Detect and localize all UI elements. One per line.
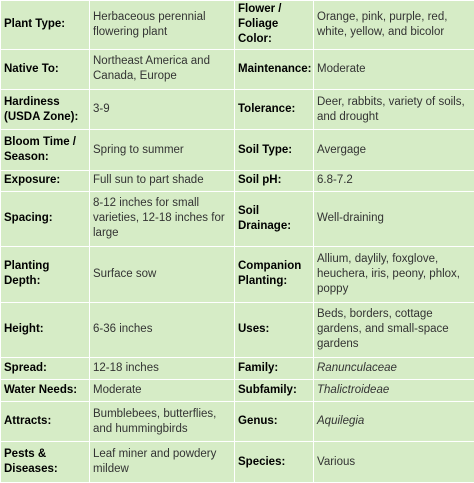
table-row bbox=[1, 442, 474, 483]
species-value: Various bbox=[314, 442, 474, 483]
soil-type-value: Avergage bbox=[314, 130, 474, 170]
planting-depth-label: Planting Depth: bbox=[1, 246, 90, 303]
maintenance-label: Maintenance: bbox=[235, 49, 314, 89]
table-row bbox=[1, 1, 474, 50]
spread-value: 12-18 inches bbox=[90, 357, 235, 379]
height-value: 6-36 inches bbox=[90, 303, 235, 358]
tolerance-label: Tolerance: bbox=[235, 89, 314, 129]
table-row bbox=[1, 246, 474, 303]
flower-foliage-color-label: Flower / Foliage Color: bbox=[235, 1, 314, 50]
plant-type-value: Herbaceous perennial flowering plant bbox=[90, 1, 235, 50]
soil-ph-label: Soil pH: bbox=[235, 170, 314, 191]
uses-label: Uses: bbox=[235, 303, 314, 358]
exposure-value: Full sun to part shade bbox=[90, 170, 235, 191]
flower-foliage-color-value: Orange, pink, purple, red, white, yellow, and bicolor bbox=[314, 1, 474, 50]
soil-drainage-value: Well-draining bbox=[314, 191, 474, 246]
soil-drainage-label: Soil Drainage: bbox=[235, 191, 314, 246]
table-row bbox=[1, 357, 474, 379]
subfamily-label: Subfamily: bbox=[235, 379, 314, 401]
subfamily-value: Thalictroideae bbox=[314, 379, 474, 401]
spacing-label: Spacing: bbox=[1, 191, 90, 246]
native-to-label: Native To: bbox=[1, 49, 90, 89]
table-row bbox=[1, 170, 474, 191]
hardiness-value: 3-9 bbox=[90, 89, 235, 129]
table-row bbox=[1, 303, 474, 358]
table-row bbox=[1, 89, 474, 129]
family-label: Family: bbox=[235, 357, 314, 379]
tolerance-value: Deer, rabbits, variety of soils, and drought bbox=[314, 89, 474, 129]
attracts-value: Bumblebees, butterflies, and hummingbirds bbox=[90, 402, 235, 442]
bloom-time-label: Bloom Time / Season: bbox=[1, 130, 90, 170]
genus-value: Aquilegia bbox=[314, 402, 474, 442]
native-to-value: Northeast America and Canada, Europe bbox=[90, 49, 235, 89]
table-row bbox=[1, 379, 474, 401]
soil-type-label: Soil Type: bbox=[235, 130, 314, 170]
table-row bbox=[1, 402, 474, 442]
spread-label: Spread: bbox=[1, 357, 90, 379]
planting-depth-value: Surface sow bbox=[90, 246, 235, 303]
maintenance-value: Moderate bbox=[314, 49, 474, 89]
water-needs-label: Water Needs: bbox=[1, 379, 90, 401]
table-row bbox=[1, 191, 474, 246]
height-label: Height: bbox=[1, 303, 90, 358]
uses-value: Beds, borders, cottage gardens, and small-space gardens bbox=[314, 303, 474, 358]
pests-diseases-label: Pests & Diseases: bbox=[1, 442, 90, 483]
companion-planting-label: Companion Planting: bbox=[235, 246, 314, 303]
hardiness-label: Hardiness (USDA Zone): bbox=[1, 89, 90, 129]
water-needs-value: Moderate bbox=[90, 379, 235, 401]
species-label: Species: bbox=[235, 442, 314, 483]
table-row bbox=[1, 130, 474, 170]
spacing-value: 8-12 inches for small varieties, 12-18 inches for large bbox=[90, 191, 235, 246]
soil-ph-value: 6.8-7.2 bbox=[314, 170, 474, 191]
table-row bbox=[1, 49, 474, 89]
companion-planting-value: Allium, daylily, foxglove, heuchera, iris, peony, phlox, poppy bbox=[314, 246, 474, 303]
genus-label: Genus: bbox=[235, 402, 314, 442]
pests-diseases-value: Leaf miner and powdery mildew bbox=[90, 442, 235, 483]
exposure-label: Exposure: bbox=[1, 170, 90, 191]
bloom-time-value: Spring to summer bbox=[90, 130, 235, 170]
attracts-label: Attracts: bbox=[1, 402, 90, 442]
plant-type-label: Plant Type: bbox=[1, 1, 90, 50]
family-value: Ranunculaceae bbox=[314, 357, 474, 379]
